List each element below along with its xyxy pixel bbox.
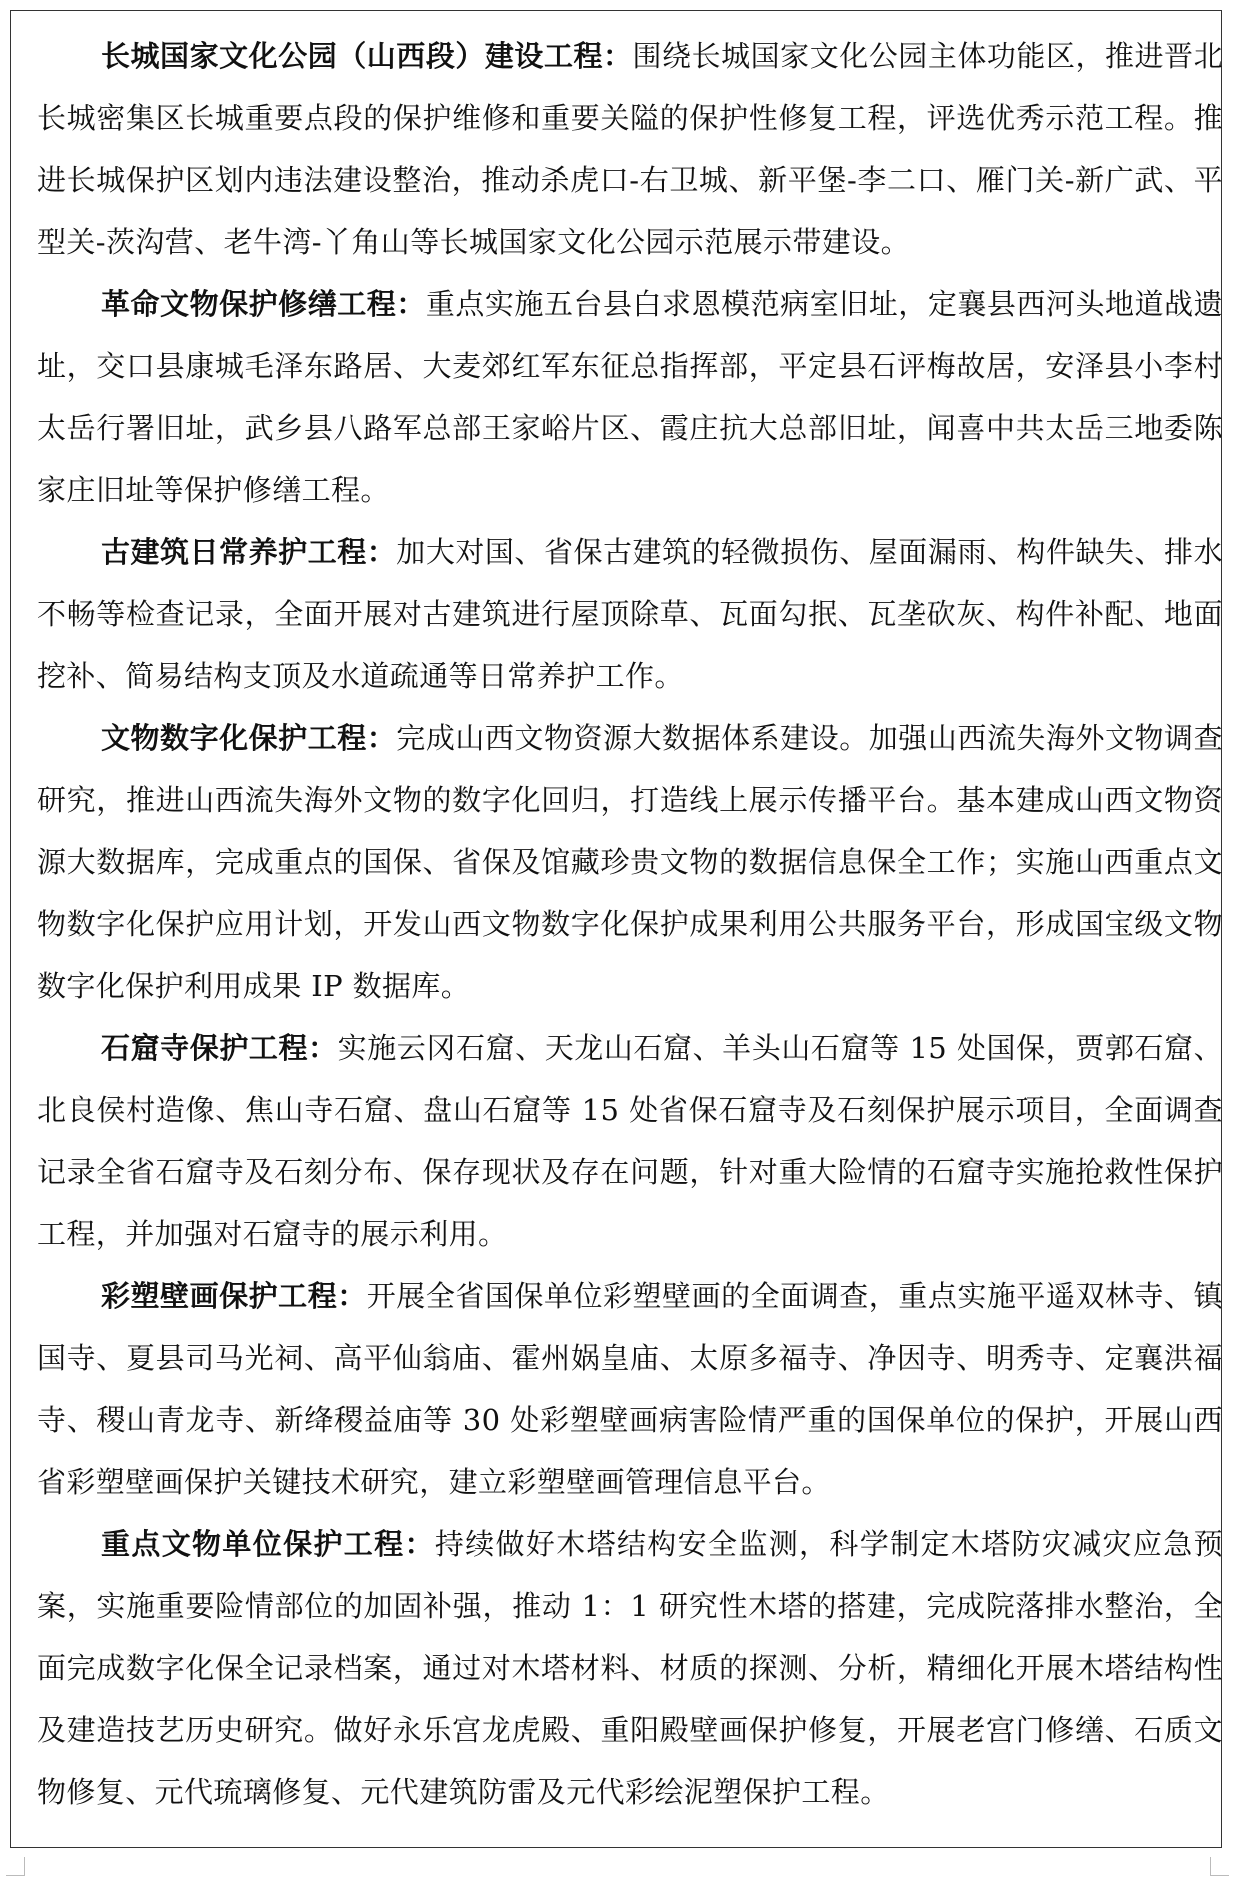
section-heading: 长城国家文化公园（山西段）建设工程： — [101, 39, 633, 73]
section-great-wall — [37, 25, 1223, 273]
section-body: 围绕长城国家文化公园主体功能区，推进晋北长城密集区长城重要点段的保护维修和重要关隘的保护性修复工程，评选优秀示范工程。推进长城保护区划内违法建设整治，推动杀虎口-右卫城、新平堡-李二口、雁门关-新广武、平型关-茨沟营、老牛湾-丫角山等长城国家文化公园示范展示带建设。 — [37, 39, 1223, 259]
section-murals — [37, 1265, 1223, 1513]
document-body — [37, 25, 1223, 1823]
section-heading: 革命文物保护修缮工程： — [101, 287, 426, 321]
section-body: 实施云冈石窟、天龙山石窟、羊头山石窟等 15 处国保，贾郭石窟、北良侯村造像、焦山寺石窟、盘山石窟等 15 处省保石窟寺及石刻保护展示项目，全面调查记录全省石窟寺及石刻分布、保存现状及存在问题，针对重大险情的石窟寺实施抢救性保护工程，并加强对石窟寺的展示利用。 — [37, 1031, 1223, 1251]
section-heading: 石窟寺保护工程： — [101, 1031, 338, 1065]
section-digitalization — [37, 707, 1223, 1017]
section-body: 持续做好木塔结构安全监测，科学制定木塔防灾减灾应急预案，实施重要险情部位的加固补强，推动 1：1 研究性木塔的搭建，完成院落排水整治，全面完成数字化保全记录档案，通过对木塔材料、材质的探测、分析，精细化开展木塔结构性及建造技艺历史研究。做好永乐宫龙虎殿、重阳殿壁画保护修复，开展老宫门修缮、石质文物修复、元代琉璃修复、元代建筑防雷及元代彩绘泥塑保护工程。 — [37, 1527, 1224, 1809]
page-corner-mark-left — [6, 1857, 25, 1876]
section-body: 完成山西文物资源大数据体系建设。加强山西流失海外文物调查研究，推进山西流失海外文物的数字化回归，打造线上展示传播平台。基本建成山西文物资源大数据库，完成重点的国保、省保及馆藏珍贵文物的数据信息保全工作；实施山西重点文物数字化保护应用计划，开发山西文物数字化保护成果利用公共服务平台，形成国宝级文物数字化保护利用成果 IP 数据库。 — [37, 721, 1223, 1003]
section-ancient-buildings — [37, 521, 1223, 707]
section-key-units — [37, 1513, 1223, 1823]
section-heading: 古建筑日常养护工程： — [101, 535, 397, 569]
section-heading: 文物数字化保护工程： — [101, 721, 397, 755]
section-heading: 彩塑壁画保护工程： — [101, 1279, 367, 1313]
section-revolutionary-relics — [37, 273, 1223, 521]
section-heading: 重点文物单位保护工程： — [101, 1527, 435, 1561]
document-page-frame — [10, 10, 1222, 1848]
section-grottoes — [37, 1017, 1223, 1265]
section-body: 开展全省国保单位彩塑壁画的全面调查，重点实施平遥双林寺、镇国寺、夏县司马光祠、高平仙翁庙、霍州娲皇庙、太原多福寺、净因寺、明秀寺、定襄洪福寺、稷山青龙寺、新绛稷益庙等 30 处彩塑壁画病害险情严重的国保单位的保护，开展山西省彩塑壁画保护关键技术研究，建立彩塑壁画管理信息平台。 — [37, 1279, 1223, 1499]
section-body: 加大对国、省保古建筑的轻微损伤、屋面漏雨、构件缺失、排水不畅等检查记录，全面开展对古建筑进行屋顶除草、瓦面勾抿、瓦垄砍灰、构件补配、地面挖补、简易结构支顶及水道疏通等日常养护工作。 — [37, 535, 1223, 693]
page-corner-mark-right — [1210, 1857, 1229, 1876]
section-body: 重点实施五台县白求恩模范病室旧址，定襄县西河头地道战遗址，交口县康城毛泽东路居、大麦郊红军东征总指挥部，平定县石评梅故居，安泽县小李村太岳行署旧址，武乡县八路军总部王家峪片区、霞庄抗大总部旧址，闻喜中共太岳三地委陈家庄旧址等保护修缮工程。 — [37, 287, 1223, 507]
